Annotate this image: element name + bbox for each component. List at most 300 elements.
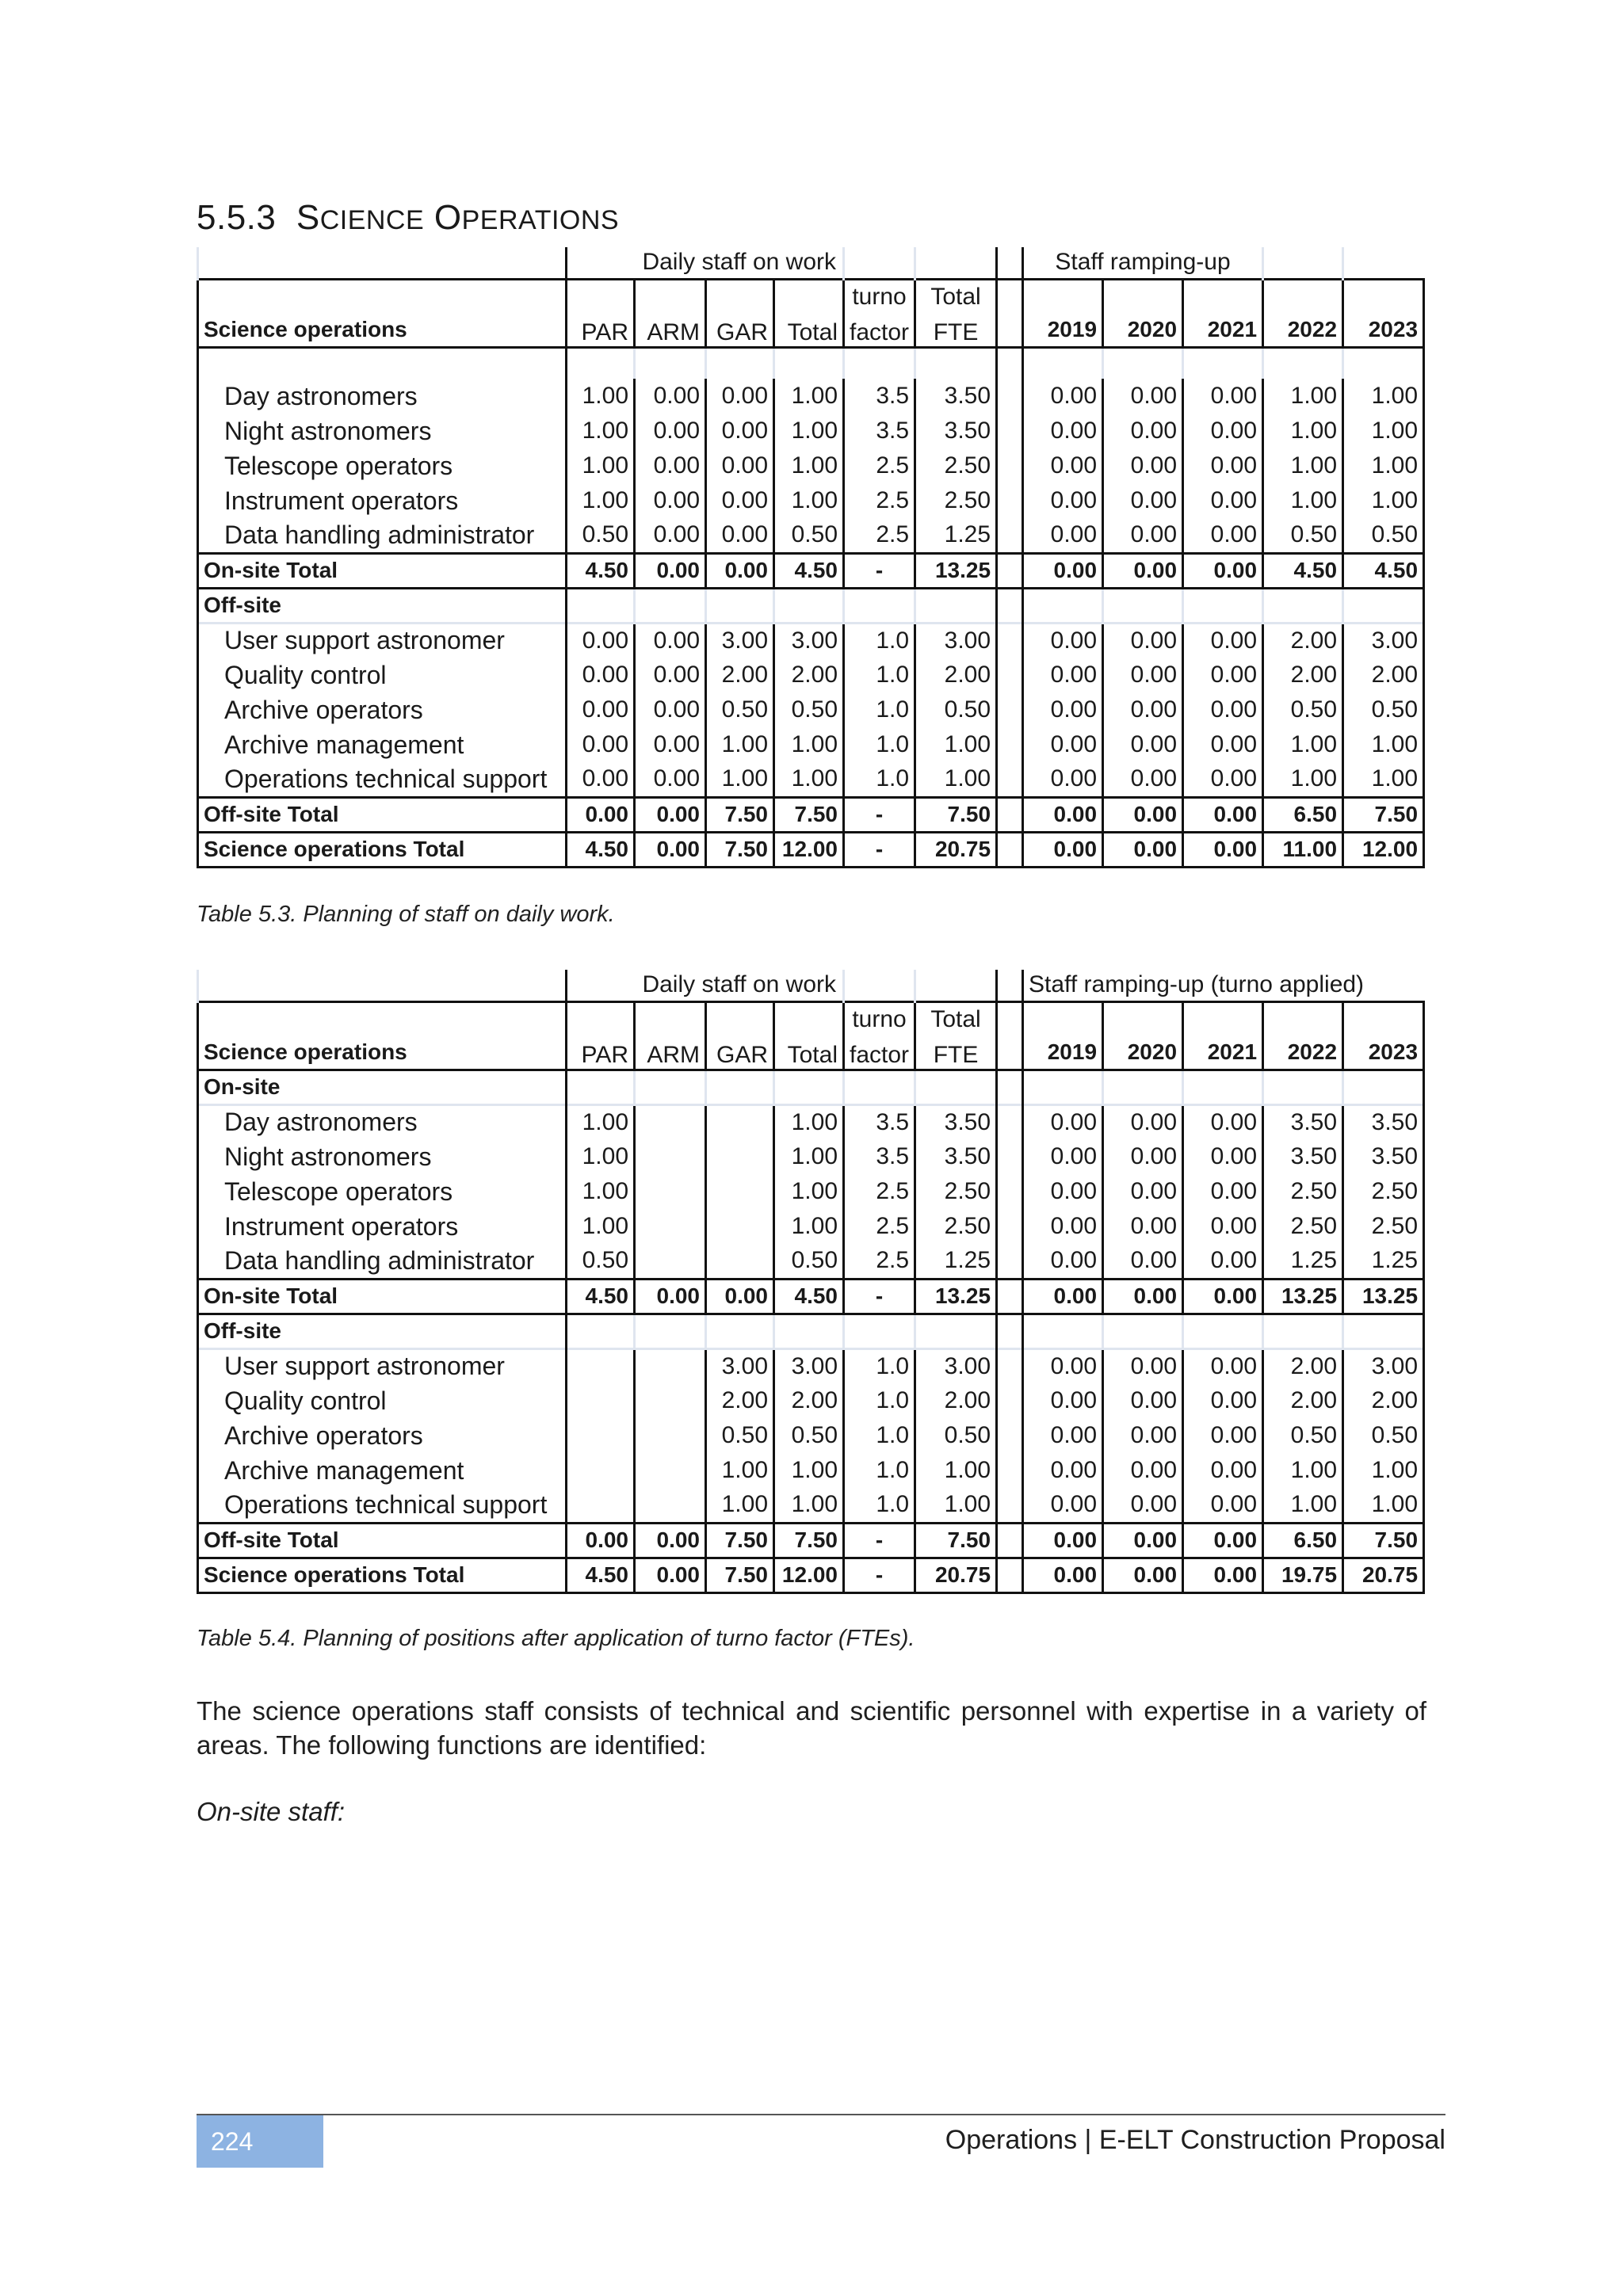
cell-value: 0.00 (1183, 727, 1263, 762)
blank-cell (706, 1070, 774, 1104)
row-label: Archive management (198, 1453, 567, 1488)
blank-cell (1023, 347, 1103, 379)
row-label: Instrument operators (198, 1209, 567, 1244)
total-value: 20.75 (1343, 1558, 1424, 1592)
blank-cell (997, 553, 1023, 588)
blank-cell (997, 1209, 1023, 1244)
table-row (198, 1383, 1424, 1418)
cell-value: 0.00 (706, 483, 774, 518)
blank-cell (1343, 1070, 1424, 1104)
cell-value: 3.00 (774, 1348, 844, 1383)
row-label: Night astronomers (198, 414, 567, 448)
cell-value: 3.00 (915, 623, 997, 658)
column-header: Total (915, 279, 997, 314)
blank-cell (997, 1314, 1023, 1348)
total-value: 0.00 (1023, 832, 1103, 867)
total-value: 0.00 (1103, 832, 1183, 867)
total-value: 7.50 (774, 797, 844, 832)
cell-value (567, 1383, 635, 1418)
cell-value: 0.00 (1023, 1174, 1103, 1209)
cell-value: 1.0 (844, 727, 915, 762)
cell-value: 0.00 (1183, 1139, 1263, 1174)
blank-cell (997, 658, 1023, 692)
blank-cell (997, 414, 1023, 448)
cell-value: 1.0 (844, 692, 915, 727)
cell-value: 1.00 (567, 1209, 635, 1244)
total-value: 0.00 (567, 1523, 635, 1558)
cell-value: 0.00 (1183, 1383, 1263, 1418)
cell-value: 2.00 (774, 658, 844, 692)
cell-value: 0.00 (1023, 727, 1103, 762)
blank-cell (1343, 588, 1424, 623)
cell-value: 2.5 (844, 483, 915, 518)
cell-value: 1.00 (1343, 483, 1424, 518)
cell-value: 0.50 (1343, 692, 1424, 727)
blank-cell (915, 1314, 997, 1348)
total-value: 0.00 (1183, 553, 1263, 588)
total-value: 0.00 (567, 797, 635, 832)
blank-cell (1103, 1070, 1183, 1104)
cell-value: 0.00 (1103, 1383, 1183, 1418)
cell-value: 1.00 (774, 483, 844, 518)
blank-cell (997, 1558, 1023, 1592)
cell-value: 1.00 (774, 727, 844, 762)
cell-value: 1.00 (915, 1453, 997, 1488)
cell-value: 1.00 (774, 448, 844, 483)
column-header: PAR (567, 314, 635, 347)
cell-value: 0.00 (706, 379, 774, 414)
year-header: 2020 (1103, 314, 1183, 347)
cell-value (706, 1209, 774, 1244)
group-label-daily: Daily staff on work (642, 971, 836, 998)
blank-cell (997, 1139, 1023, 1174)
column-header: turno (844, 279, 915, 314)
cell-value (635, 1383, 706, 1418)
blank-cell (635, 279, 706, 314)
cell-value: 1.25 (1263, 1244, 1343, 1279)
total-value: 0.00 (1103, 1558, 1183, 1592)
total-value: 0.00 (1023, 553, 1103, 588)
blank-cell (997, 762, 1023, 797)
total-value: 11.00 (1263, 832, 1343, 867)
total-value: 4.50 (1263, 553, 1343, 588)
cell-value: 1.25 (915, 1244, 997, 1279)
total-value: 0.00 (1103, 797, 1183, 832)
blank-cell (1343, 279, 1424, 314)
blank-cell (635, 1070, 706, 1104)
blank-cell (1263, 1070, 1343, 1104)
cell-value: 3.50 (915, 414, 997, 448)
cell-value: 0.00 (567, 692, 635, 727)
cell-value: 2.00 (706, 658, 774, 692)
cell-value (706, 1104, 774, 1139)
cell-value: 0.50 (1263, 1418, 1343, 1453)
cell-value: 0.00 (1183, 1209, 1263, 1244)
cell-value: 1.00 (915, 762, 997, 797)
cell-value: 0.00 (1183, 1418, 1263, 1453)
year-header: 2023 (1343, 1036, 1424, 1070)
total-value: 7.50 (706, 797, 774, 832)
cell-value: 0.00 (1183, 1244, 1263, 1279)
cell-value: 0.00 (635, 448, 706, 483)
cell-value: 0.00 (1183, 658, 1263, 692)
total-label: On-site Total (198, 1279, 567, 1314)
blank-cell (1343, 347, 1424, 379)
total-value: 0.00 (1183, 1558, 1263, 1592)
blank-cell (706, 279, 774, 314)
cell-value: 2.5 (844, 448, 915, 483)
row-label: User support astronomer (198, 1348, 567, 1383)
total-label: Science operations Total (198, 832, 567, 867)
cell-value: 0.00 (1103, 623, 1183, 658)
cell-value: 1.00 (567, 1139, 635, 1174)
cell-value: 0.00 (1023, 692, 1103, 727)
cell-value (567, 1453, 635, 1488)
row-label-header: Science operations (198, 1036, 567, 1070)
cell-value: 2.50 (915, 1209, 997, 1244)
column-header-row (198, 314, 1424, 347)
blank-cell (1103, 1314, 1183, 1348)
blank-cell (844, 1070, 915, 1104)
row-label: User support astronomer (198, 623, 567, 658)
total-value: 0.00 (706, 1279, 774, 1314)
column-header-row (198, 279, 1424, 314)
total-value: 4.50 (567, 1558, 635, 1592)
cell-value: 0.00 (1023, 1244, 1103, 1279)
footer-rule (197, 2114, 1445, 2115)
blank-cell (567, 279, 635, 314)
cell-value: 2.00 (1263, 1348, 1343, 1383)
blank-cell (997, 1418, 1023, 1453)
cell-value: 1.00 (706, 1453, 774, 1488)
cell-value: 2.00 (915, 1383, 997, 1418)
table-row (198, 483, 1424, 518)
total-value: 0.00 (1023, 797, 1103, 832)
cell-value: 2.5 (844, 518, 915, 553)
blank-cell (997, 797, 1023, 832)
year-header: 2021 (1183, 1036, 1263, 1070)
cell-value: 0.50 (915, 1418, 997, 1453)
cell-value: 0.00 (1183, 518, 1263, 553)
total-value: 0.00 (635, 797, 706, 832)
table-row (198, 379, 1424, 414)
table-row (198, 414, 1424, 448)
cell-value: 3.50 (1343, 1139, 1424, 1174)
row-label: Archive management (198, 727, 567, 762)
blank-cell (706, 588, 774, 623)
cell-value: 1.00 (706, 1488, 774, 1523)
cell-value: 0.50 (774, 518, 844, 553)
blank-cell (997, 1383, 1023, 1418)
group-header-row (198, 970, 1424, 1001)
total-value: 7.50 (915, 797, 997, 832)
cell-value: 3.5 (844, 1139, 915, 1174)
table-caption: Table 5.4. Planning of positions after application of turno factor (FTEs). (197, 1626, 915, 1651)
cell-value: 2.00 (1263, 658, 1343, 692)
blank-cell (774, 1001, 844, 1036)
total-row (198, 1523, 1424, 1558)
cell-value: 0.00 (1023, 1383, 1103, 1418)
cell-value: 0.00 (1023, 623, 1103, 658)
blank-cell (997, 832, 1023, 867)
cell-value: 0.00 (1023, 1418, 1103, 1453)
cell-value: 3.00 (774, 623, 844, 658)
blank-cell (1183, 1314, 1263, 1348)
cell-value: 0.00 (1103, 1348, 1183, 1383)
cell-value: 0.00 (1103, 1209, 1183, 1244)
cell-value: 1.00 (915, 1488, 997, 1523)
total-value: - (844, 553, 915, 588)
cell-value: 0.00 (706, 448, 774, 483)
table-row (198, 658, 1424, 692)
cell-value: 0.00 (567, 727, 635, 762)
blank-cell (567, 588, 635, 623)
cell-value: 2.00 (1263, 623, 1343, 658)
total-value: 13.25 (1343, 1279, 1424, 1314)
total-value: 0.00 (635, 1523, 706, 1558)
cell-value: 3.50 (915, 379, 997, 414)
cell-value: 1.00 (1343, 1453, 1424, 1488)
cell-value: 1.00 (567, 414, 635, 448)
cell-value: 3.50 (1263, 1139, 1343, 1174)
column-header-row (198, 1001, 1424, 1036)
column-header: ARM (635, 314, 706, 347)
blank-cell (1023, 279, 1103, 314)
cell-value: 1.00 (1343, 448, 1424, 483)
blank-cell (915, 247, 997, 279)
cell-value: 0.00 (1103, 1453, 1183, 1488)
cell-value: 0.00 (635, 727, 706, 762)
blank-cell (774, 1314, 844, 1348)
group-header-row (198, 247, 1424, 279)
row-label: Instrument operators (198, 483, 567, 518)
blank-cell (1263, 247, 1343, 279)
blank-cell (997, 1104, 1023, 1139)
cell-value: 0.00 (635, 414, 706, 448)
row-label: Quality control (198, 1383, 567, 1418)
cell-value: 0.00 (1103, 762, 1183, 797)
section-label-row (198, 588, 1424, 623)
cell-value: 1.00 (1263, 1488, 1343, 1523)
cell-value: 1.00 (567, 448, 635, 483)
cell-value: 0.00 (1023, 414, 1103, 448)
column-header: Total (774, 1036, 844, 1070)
column-header: Total (915, 1001, 997, 1036)
cell-value: 3.50 (1263, 1104, 1343, 1139)
blank-cell (1103, 279, 1183, 314)
total-value: 12.00 (1343, 832, 1424, 867)
cell-value: 2.5 (844, 1209, 915, 1244)
cell-value (706, 1244, 774, 1279)
year-header: 2021 (1183, 314, 1263, 347)
blank-cell (567, 347, 635, 379)
cell-value: 3.5 (844, 379, 915, 414)
cell-value: 0.50 (567, 518, 635, 553)
cell-value: 0.00 (1023, 483, 1103, 518)
blank-cell (997, 483, 1023, 518)
cell-value: 0.00 (635, 623, 706, 658)
cell-value: 1.00 (1263, 1453, 1343, 1488)
cell-value: 0.50 (706, 692, 774, 727)
blank-cell (997, 1001, 1023, 1036)
cell-value: 0.50 (774, 692, 844, 727)
cell-value: 1.00 (774, 1104, 844, 1139)
cell-value: 0.50 (1263, 518, 1343, 553)
row-label-header: Science operations (198, 314, 567, 347)
blank-cell (1183, 1001, 1263, 1036)
total-value: 7.50 (706, 1523, 774, 1558)
table-row (198, 1418, 1424, 1453)
cell-value: 0.00 (1023, 1348, 1103, 1383)
cell-value: 1.00 (567, 1174, 635, 1209)
cell-value: 1.00 (774, 414, 844, 448)
row-label: Telescope operators (198, 448, 567, 483)
column-header: FTE (915, 1036, 997, 1070)
total-value: - (844, 797, 915, 832)
cell-value: 1.00 (774, 1174, 844, 1209)
cell-value: 3.00 (1343, 1348, 1424, 1383)
blank-cell (635, 588, 706, 623)
cell-value: 0.00 (1183, 1453, 1263, 1488)
column-header: PAR (567, 1036, 635, 1070)
blank-cell (1023, 1070, 1103, 1104)
table-row (198, 1453, 1424, 1488)
blank-cell (997, 1174, 1023, 1209)
cell-value: 0.00 (1023, 1453, 1103, 1488)
year-header: 2020 (1103, 1036, 1183, 1070)
blank-cell (915, 588, 997, 623)
footer-title: Operations | E-ELT Construction Proposal (945, 2125, 1445, 2155)
blank-cell (635, 1314, 706, 1348)
cell-value: 1.00 (567, 483, 635, 518)
total-value: 20.75 (915, 1558, 997, 1592)
cell-value: 0.50 (1263, 692, 1343, 727)
blank-cell (774, 347, 844, 379)
row-label: Operations technical support (198, 762, 567, 797)
total-value: 0.00 (1103, 1279, 1183, 1314)
cell-value: 1.00 (774, 762, 844, 797)
blank-cell (997, 379, 1023, 414)
blank-cell (198, 247, 567, 279)
blank-cell (997, 1279, 1023, 1314)
cell-value: 2.50 (915, 1174, 997, 1209)
blank-cell (198, 1001, 567, 1036)
group-label-daily: Daily staff on work (642, 249, 836, 276)
total-value: 13.25 (915, 553, 997, 588)
cell-value: 0.00 (635, 483, 706, 518)
cell-value: 0.00 (1023, 762, 1103, 797)
total-value: - (844, 1523, 915, 1558)
year-header: 2019 (1023, 314, 1103, 347)
cell-value: 2.00 (1343, 658, 1424, 692)
blank-cell (567, 1070, 635, 1104)
cell-value: 1.00 (774, 379, 844, 414)
blank-cell (1103, 588, 1183, 623)
cell-value: 0.00 (635, 762, 706, 797)
cell-value: 0.50 (567, 1244, 635, 1279)
cell-value: 0.50 (915, 692, 997, 727)
cell-value: 2.00 (1263, 1383, 1343, 1418)
cell-value: 2.00 (774, 1383, 844, 1418)
total-value: 0.00 (1183, 832, 1263, 867)
cell-value: 1.0 (844, 1418, 915, 1453)
column-header: ARM (635, 1036, 706, 1070)
cell-value: 0.00 (1103, 1244, 1183, 1279)
blank-cell (844, 247, 915, 279)
total-value: 0.00 (635, 1558, 706, 1592)
total-value: 0.00 (1183, 1279, 1263, 1314)
blank-cell (997, 1036, 1023, 1070)
blank-cell (997, 623, 1023, 658)
cell-value: 3.00 (915, 1348, 997, 1383)
cell-value (635, 1104, 706, 1139)
cell-value: 0.00 (706, 414, 774, 448)
cell-value: 0.00 (1023, 1209, 1103, 1244)
cell-value: 0.00 (567, 762, 635, 797)
cell-value: 0.00 (1103, 483, 1183, 518)
cell-value: 0.00 (1183, 483, 1263, 518)
blank-cell (1343, 1001, 1424, 1036)
cell-value (635, 1453, 706, 1488)
blank-cell (844, 588, 915, 623)
cell-value: 1.0 (844, 762, 915, 797)
blank-cell (997, 448, 1023, 483)
total-value: 6.50 (1263, 797, 1343, 832)
cell-value: 2.5 (844, 1174, 915, 1209)
cell-value: 3.00 (1343, 623, 1424, 658)
cell-value: 0.00 (1103, 379, 1183, 414)
cell-value: 0.00 (1103, 1139, 1183, 1174)
cell-value: 0.50 (1343, 518, 1424, 553)
total-row (198, 797, 1424, 832)
cell-value: 3.5 (844, 1104, 915, 1139)
blank-cell (997, 1488, 1023, 1523)
blank-cell (997, 1348, 1023, 1383)
cell-value (567, 1418, 635, 1453)
cell-value: 2.50 (915, 483, 997, 518)
cell-value: 2.50 (1343, 1174, 1424, 1209)
cell-value: 0.00 (635, 379, 706, 414)
cell-value: 0.00 (1023, 448, 1103, 483)
total-value: 4.50 (1343, 553, 1424, 588)
blank-cell (915, 970, 997, 1001)
year-header: 2019 (1023, 1036, 1103, 1070)
cell-value: 0.00 (1103, 1418, 1183, 1453)
blank-cell (567, 1001, 635, 1036)
cell-value: 0.00 (1183, 1104, 1263, 1139)
cell-value: 2.00 (1343, 1383, 1424, 1418)
blank-cell (997, 1453, 1023, 1488)
row-label: Archive operators (198, 1418, 567, 1453)
table-row (198, 1139, 1424, 1174)
cell-value: 0.50 (774, 1244, 844, 1279)
blank-cell (774, 279, 844, 314)
row-label: Data handling administrator (198, 518, 567, 553)
table-row (198, 692, 1424, 727)
cell-value: 0.00 (706, 518, 774, 553)
cell-value: 2.50 (1343, 1209, 1424, 1244)
total-row (198, 1558, 1424, 1592)
cell-value: 1.00 (567, 1104, 635, 1139)
blank-cell (706, 1314, 774, 1348)
cell-value: 1.00 (1343, 727, 1424, 762)
blank-cell (1023, 1001, 1103, 1036)
cell-value: 0.00 (1183, 414, 1263, 448)
blank-cell (997, 1070, 1023, 1104)
cell-value (567, 1348, 635, 1383)
blank-cell (706, 347, 774, 379)
body-paragraph: The science operations staff consists of technical and scientific personnel with expertise in a variety of areas. The following functions are identified: (197, 1696, 1426, 1760)
